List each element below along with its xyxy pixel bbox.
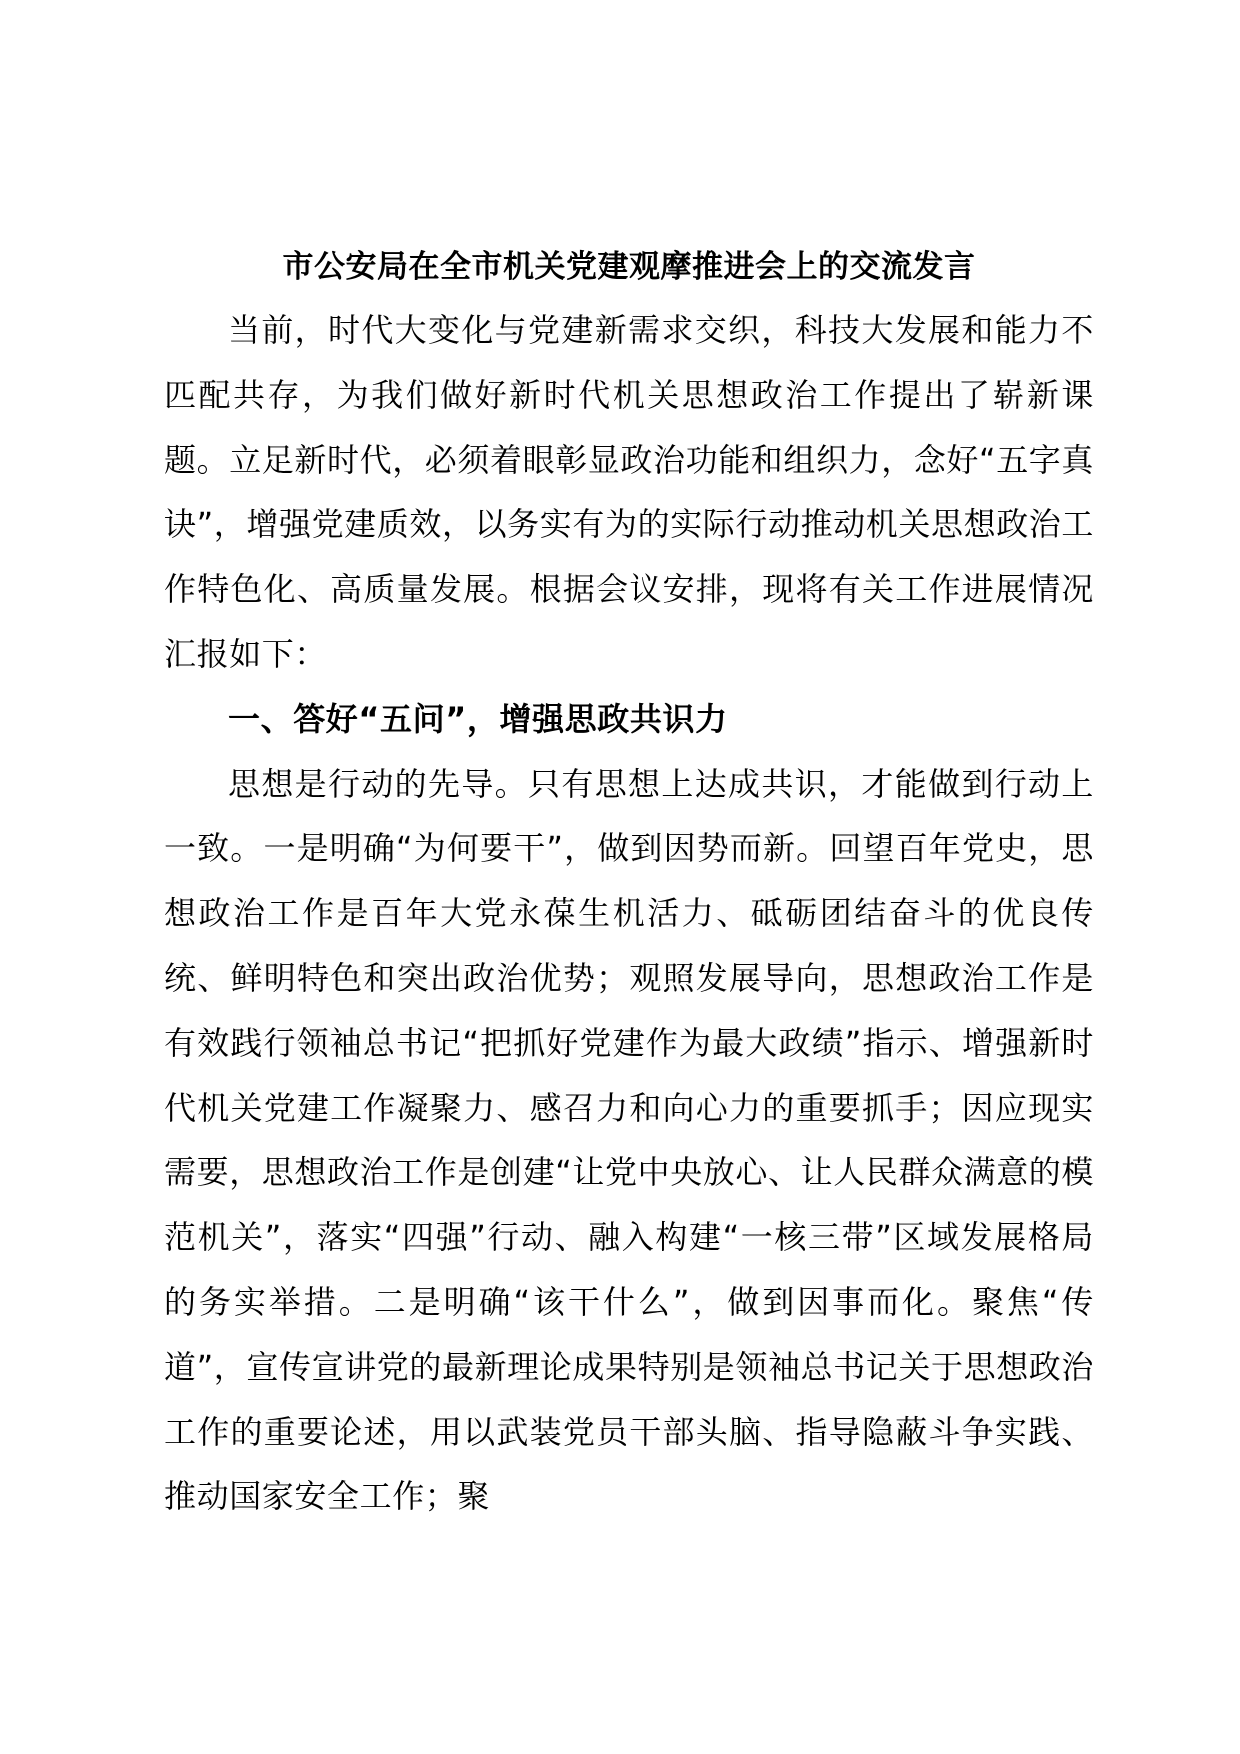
section-1-paragraph: 思想是行动的先导。只有思想上达成共识，才能做到行动上一致。一是明确“为何要干”，做到因势而新。回望百年党史，思想政治工作是百年大党永葆生机活力、砥砺团结奋斗的优良传统、鲜明特色和突出政治优势；观照发展导向，思想政治工作是有效践行领袖总书记“把抓好党建作为最大政绩”指示、增强新时代机关党建工作凝聚力、感召力和向心力的重要抓手；因应现实需要，思想政治工作是创建“让党中央放心、让人民群众满意的模范机关”，落实“四强”行动、融入构建“一核三带”区域发展格局的务实举措。二是明确“该干什么”，做到因事而化。聚焦“传道”，宣传宣讲党的最新理论成果特别是领袖总书记关于思想政治工作的重要论述，用以武装党员干部头脑、指导隐蔽斗争实践、推动国家安全工作；聚	[164, 764, 1094, 1516]
document-content	[164, 236, 1094, 1529]
document-title: 市公安局在全市机关党建观摩推进会上的交流发言	[282, 249, 976, 285]
section-heading-1: 一、答好“五问”，增强思政共识力	[228, 699, 728, 738]
intro-paragraph: 当前，时代大变化与党建新需求交织，科技大发展和能力不匹配共存，为我们做好新时代机关思想政治工作提出了崭新课题。立足新时代，必须着眼彰显政治功能和组织力，念好“五字真诀”，增强党建质效，以务实有为的实际行动推动机关思想政治工作特色化、高质量发展。根据会议安排，现将有关工作进展情况汇报如下：	[164, 311, 1094, 673]
